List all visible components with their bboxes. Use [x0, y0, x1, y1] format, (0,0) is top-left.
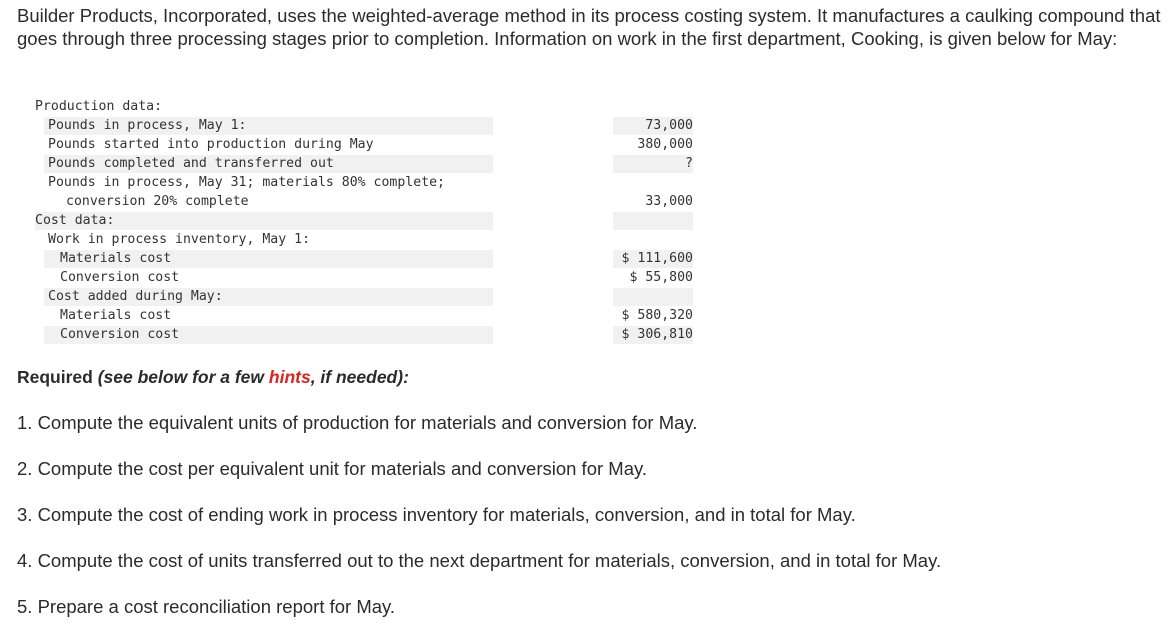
value-shade — [613, 155, 693, 173]
required-paren-open: (see below for a few — [97, 367, 269, 387]
table-row — [35, 116, 695, 135]
question-5: 5. Prepare a cost reconciliation report for May. — [17, 596, 396, 617]
row-label: Materials cost — [60, 308, 172, 323]
required-paren-close: , if needed): — [310, 367, 409, 387]
added-header: Cost added during May: — [48, 289, 223, 304]
cost-header: Cost data: — [35, 213, 115, 228]
value-shade — [613, 288, 693, 306]
table-row — [35, 97, 695, 116]
table-row — [35, 287, 695, 306]
table-row — [35, 135, 695, 154]
table-row — [35, 249, 695, 268]
intro-paragraph: Builder Products, Incorporated, uses the weighted-average method in its process costing system. It manufactures a caulking compound that goes through three processing stages prior to completion. Information on work in the first department, Cooking, is given below for May: — [17, 5, 1161, 49]
production-header: Production data: — [35, 99, 163, 114]
question-3: 3. Compute the cost of ending work in process inventory for materials, conversion, and in total for May. — [17, 504, 856, 525]
row-label: Conversion cost — [60, 327, 180, 342]
table-row — [35, 154, 695, 173]
table-row — [35, 230, 695, 249]
required-heading — [17, 367, 409, 388]
table-row — [35, 211, 695, 230]
row-value: $ 111,600 — [621, 251, 693, 266]
row-value: ? — [685, 156, 693, 171]
row-label: Pounds in process, May 31; materials 80% complete; — [48, 175, 445, 190]
row-label: conversion 20% complete — [66, 194, 249, 209]
row-value: 73,000 — [645, 118, 693, 133]
table-row — [35, 325, 695, 344]
row-value: $ 55,800 — [629, 270, 693, 285]
table-row — [35, 192, 695, 211]
row-value: $ 580,320 — [621, 308, 693, 323]
question-1: 1. Compute the equivalent units of production for materials and conversion for May. — [17, 412, 698, 433]
wip-header: Work in process inventory, May 1: — [48, 232, 311, 247]
row-label: Pounds completed and transferred out — [48, 156, 334, 171]
table-row — [35, 173, 695, 192]
row-label: Pounds started into production during May — [48, 137, 374, 152]
row-value: $ 306,810 — [621, 327, 693, 342]
row-label: Pounds in process, May 1: — [48, 118, 247, 133]
value-shade — [613, 212, 693, 230]
row-label: Materials cost — [60, 251, 172, 266]
row-value: 380,000 — [637, 137, 693, 152]
question-2: 2. Compute the cost per equivalent unit for materials and conversion for May. — [17, 458, 648, 479]
table-row — [35, 306, 695, 325]
row-label: Conversion cost — [60, 270, 180, 285]
table-row — [35, 268, 695, 287]
question-4: 4. Compute the cost of units transferred out to the next department for materials, conversion, and in total for May. — [17, 550, 942, 571]
hints-link[interactable]: hints — [268, 367, 311, 387]
data-table — [35, 97, 695, 344]
required-label: Required — [17, 367, 93, 387]
row-value: 33,000 — [645, 194, 693, 209]
